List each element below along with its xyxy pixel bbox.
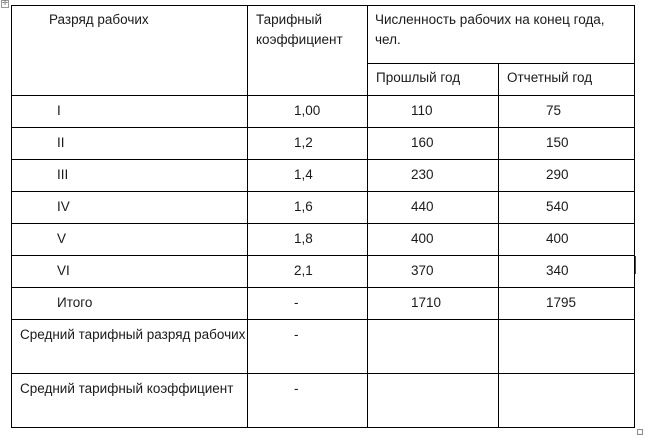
cell-coefficient: 1,6	[248, 192, 368, 224]
cell-average-coefficient-label: Средний тарифный коэффициент	[12, 374, 248, 428]
table-header-row	[12, 6, 635, 64]
table-row-average-coefficient	[12, 374, 635, 428]
workers-table	[11, 5, 635, 428]
table-move-anchor-icon[interactable]: ✛	[2, 0, 8, 7]
subheader-current-year: Отчетный год	[499, 64, 635, 96]
cell-rank: III	[12, 160, 248, 192]
cell-previous-year	[368, 320, 499, 374]
cell-coefficient: 1,00	[248, 96, 368, 128]
cell-coefficient: 2,1	[248, 256, 368, 288]
cell-coefficient: 1,2	[248, 128, 368, 160]
header-coefficient: Тарифный коэффициент	[248, 6, 368, 96]
header-worker-count: Численность рабочих на конец года, чел.	[368, 6, 635, 64]
table-row	[12, 192, 635, 224]
cell-rank: I	[12, 96, 248, 128]
cell-previous-year: 370	[368, 256, 499, 288]
cell-coefficient: -	[248, 320, 368, 374]
cell-previous-year: 160	[368, 128, 499, 160]
table-resize-handle-icon[interactable]	[637, 429, 643, 435]
cell-rank: Итого	[12, 288, 248, 320]
cell-coefficient: 1,8	[248, 224, 368, 256]
cell-previous-year: 230	[368, 160, 499, 192]
cell-current-year	[499, 374, 635, 428]
text-cursor	[635, 256, 636, 274]
cell-current-year	[499, 320, 635, 374]
cell-previous-year: 400	[368, 224, 499, 256]
table-row	[12, 224, 635, 256]
cell-coefficient: -	[248, 374, 368, 428]
cell-current-year: 1795	[499, 288, 635, 320]
cell-current-year: 75	[499, 96, 635, 128]
cell-current-year: 400	[499, 224, 635, 256]
table-row	[12, 160, 635, 192]
header-rank: Разряд рабочих	[12, 6, 248, 96]
cell-rank: II	[12, 128, 248, 160]
table-row-average-rank	[12, 320, 635, 374]
table-row-total	[12, 288, 635, 320]
cell-rank: IV	[12, 192, 248, 224]
cell-previous-year: 1710	[368, 288, 499, 320]
cell-rank: V	[12, 224, 248, 256]
subheader-previous-year: Прошлый год	[368, 64, 499, 96]
cell-average-rank-label: Средний тарифный разряд рабочих	[12, 320, 248, 374]
cell-coefficient: -	[248, 288, 368, 320]
table-row	[12, 96, 635, 128]
table-row	[12, 128, 635, 160]
table-row	[12, 256, 635, 288]
cell-current-year: 290	[499, 160, 635, 192]
cell-rank: VI	[12, 256, 248, 288]
cell-previous-year: 110	[368, 96, 499, 128]
cell-current-year: 540	[499, 192, 635, 224]
cell-current-year: 340	[499, 256, 635, 288]
cell-coefficient: 1,4	[248, 160, 368, 192]
cell-previous-year	[368, 374, 499, 428]
cell-previous-year: 440	[368, 192, 499, 224]
cell-current-year: 150	[499, 128, 635, 160]
